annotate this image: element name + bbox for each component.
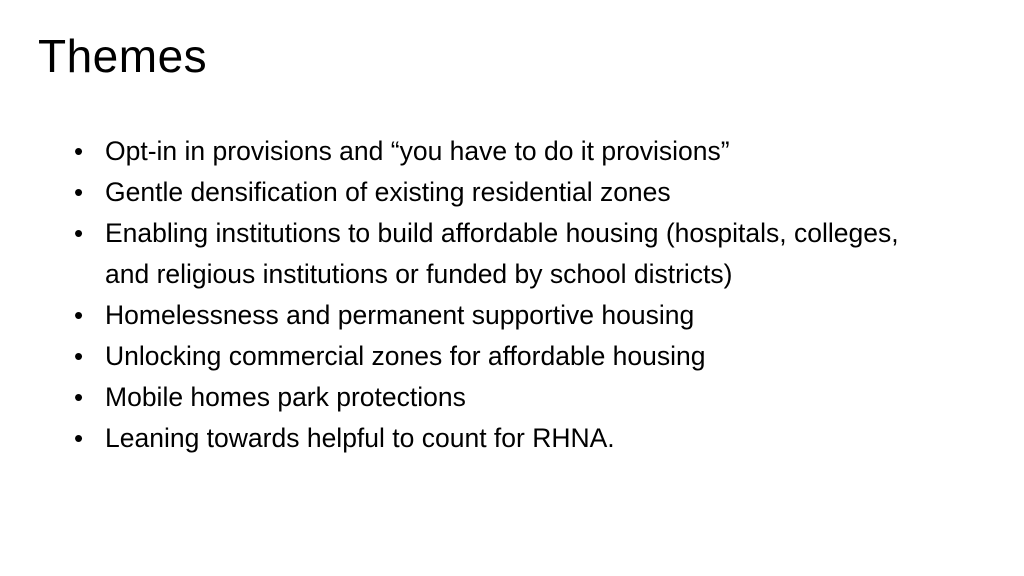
bullet-dot-icon: • (74, 136, 84, 166)
bullet-item (72, 418, 972, 459)
bullet-dot-icon: • (74, 218, 84, 248)
bullet-text: Opt-in in provisions and “you have to do it provisions” (105, 136, 730, 166)
bullet-text: Enabling institutions to build affordable housing (hospitals, colleges, and religious institutions or funded by school districts) (105, 218, 899, 289)
bullet-dot-icon: • (74, 341, 84, 371)
bullet-list (72, 131, 972, 459)
slide-title: Themes (38, 30, 208, 82)
bullet-item (72, 336, 972, 377)
bullet-dot-icon: • (74, 177, 84, 207)
bullet-text: Homelessness and permanent supportive housing (105, 300, 695, 330)
bullet-item (72, 295, 972, 336)
bullet-dot-icon: • (74, 382, 84, 412)
bullet-item (72, 172, 972, 213)
bullet-item (72, 377, 972, 418)
bullet-text: Gentle densification of existing residential zones (105, 177, 671, 207)
bullet-dot-icon: • (74, 423, 84, 453)
bullet-text: Mobile homes park protections (105, 382, 466, 412)
bullet-dot-icon: • (74, 300, 84, 330)
bullet-item (72, 131, 972, 172)
bullet-text: Unlocking commercial zones for affordable housing (105, 341, 706, 371)
bullet-text: Leaning towards helpful to count for RHNA. (105, 423, 615, 453)
bullet-item (72, 213, 935, 295)
